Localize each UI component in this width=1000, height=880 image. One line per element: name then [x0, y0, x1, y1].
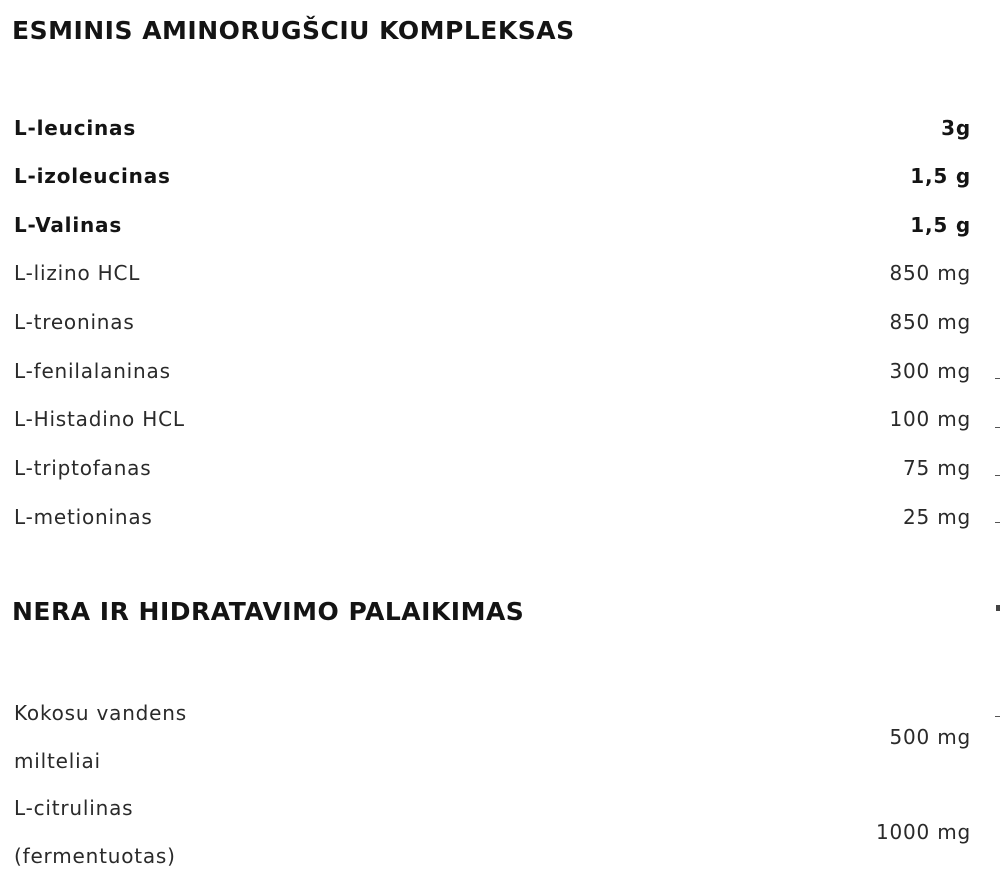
nutrient-amount: 25 mg	[903, 505, 971, 529]
nutrient-row	[14, 356, 971, 386]
nutrient-name: L-Histadino HCL	[14, 407, 185, 431]
edge-artifact	[995, 378, 1000, 379]
nutrient-row	[14, 113, 971, 143]
edge-artifact	[995, 475, 1000, 476]
section-title-amino-complex: ESMINIS AMINORUGŠCIU KOMPLEKSAS	[12, 16, 575, 45]
section-title-hydration: NERA IR HIDRATAVIMO PALAIKIMAS	[12, 597, 525, 626]
nutrient-row	[14, 161, 971, 191]
nutrient-name: L-metioninas	[14, 505, 153, 529]
nutrient-amount: 1,5 g	[910, 164, 971, 188]
nutrient-name: L-triptofanas	[14, 456, 152, 480]
nutrient-amount: 850 mg	[889, 261, 971, 285]
nutrient-row	[14, 689, 971, 785]
nutrient-amount: 300 mg	[889, 359, 971, 383]
nutrient-name: L-izoleucinas	[14, 164, 171, 188]
edge-artifact	[995, 716, 1000, 717]
nutrient-name: L-citrulinas (fermentuotas)	[14, 796, 176, 868]
nutrient-row	[14, 307, 971, 337]
nutrient-row	[14, 210, 971, 240]
nutrient-amount: 3g	[941, 116, 971, 140]
edge-artifact	[995, 522, 1000, 523]
nutrient-amount: 1,5 g	[910, 213, 971, 237]
edge-artifact	[996, 605, 1000, 611]
nutrient-amount: 500 mg	[889, 725, 971, 749]
nutrient-amount: 1000 mg	[875, 820, 971, 844]
nutrient-name: L-leucinas	[14, 116, 137, 140]
nutrient-row	[14, 502, 971, 532]
nutrient-row	[14, 258, 971, 288]
edge-artifact	[995, 427, 1000, 428]
nutrient-amount: 75 mg	[903, 456, 971, 480]
nutrient-name: L-lizino HCL	[14, 261, 141, 285]
nutrient-name: L-fenilalaninas	[14, 359, 171, 383]
nutrient-amount: 850 mg	[889, 310, 971, 334]
nutrient-name: Kokosu vandens milteliai	[14, 701, 187, 773]
nutrient-amount: 100 mg	[889, 407, 971, 431]
nutrient-name: L-treoninas	[14, 310, 135, 334]
nutrient-row	[14, 453, 971, 483]
nutrient-name: L-Valinas	[14, 213, 123, 237]
nutrient-row	[14, 404, 971, 434]
